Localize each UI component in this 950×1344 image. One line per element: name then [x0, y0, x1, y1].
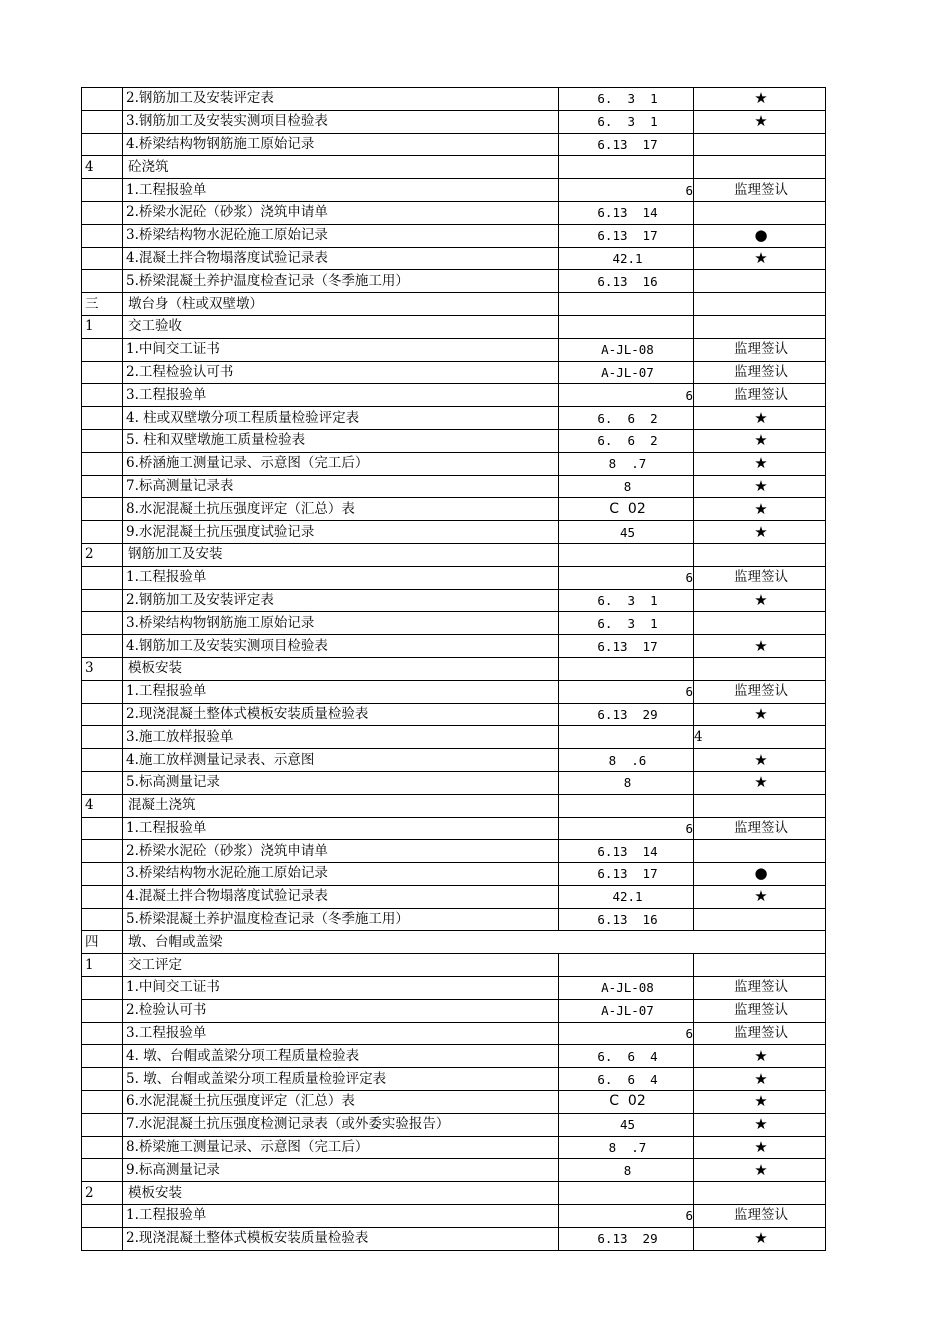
star-mark-icon: ★ — [694, 1091, 826, 1114]
star-mark-icon: ★ — [694, 407, 826, 430]
item-name-cell: 4.混凝土拌合物塌落度试验记录表 — [123, 885, 559, 908]
form-code-cell: 45 — [559, 1113, 694, 1136]
table-row — [82, 270, 826, 293]
table-row — [82, 817, 826, 840]
item-name-cell: 1.中间交工证书 — [123, 977, 559, 1000]
table-row — [82, 498, 826, 521]
remark-cell — [694, 293, 826, 316]
row-number-cell — [82, 566, 123, 589]
item-name-cell: 5.标高测量记录 — [123, 771, 559, 794]
form-code-cell: 6 — [559, 1205, 694, 1228]
star-mark-icon: ★ — [694, 247, 826, 270]
row-number-cell — [82, 521, 123, 544]
form-code-cell: 6 — [559, 384, 694, 407]
form-code-cell: A-JL-07 — [559, 999, 694, 1022]
table-row — [82, 726, 826, 749]
row-number-cell — [82, 270, 123, 293]
form-code-cell: 6.13 17 — [559, 133, 694, 156]
form-code-cell: 6. 6 2 — [559, 429, 694, 452]
remark-cell: 监理签认 — [694, 566, 826, 589]
table-row — [82, 703, 826, 726]
form-code-cell: 6.13 16 — [559, 270, 694, 293]
remark-cell: 监理签认 — [694, 817, 826, 840]
item-name-cell: 2.工程检验认可书 — [123, 361, 559, 384]
table-row — [82, 612, 826, 635]
star-mark-icon: ★ — [694, 475, 826, 498]
row-number-cell — [82, 498, 123, 521]
item-name-cell: 5. 墩、台帽或盖梁分项工程质量检验评定表 — [123, 1068, 559, 1091]
form-code-cell: 6.13 17 — [559, 224, 694, 247]
star-mark-icon: ★ — [694, 88, 826, 111]
table-row — [82, 1068, 826, 1091]
row-number-cell — [82, 1205, 123, 1228]
dot-mark-icon: ● — [694, 863, 826, 886]
item-name-cell: 8.水泥混凝土抗压强度评定（汇总）表 — [123, 498, 559, 521]
row-number-cell: 2 — [82, 543, 123, 566]
item-name-cell: 5. 柱和双壁墩施工质量检验表 — [123, 429, 559, 452]
row-number-cell — [82, 429, 123, 452]
table-row — [82, 179, 826, 202]
star-mark-icon: ★ — [694, 452, 826, 475]
row-number-cell — [82, 247, 123, 270]
remark-cell — [694, 840, 826, 863]
table-row — [82, 521, 826, 544]
item-name-cell: 3.桥梁结构物水泥砼施工原始记录 — [123, 863, 559, 886]
item-name-cell: 2.钢筋加工及安装评定表 — [123, 589, 559, 612]
form-code-cell: C 02 — [559, 498, 694, 521]
form-code-cell: 6. 6 4 — [559, 1068, 694, 1091]
table-row — [82, 429, 826, 452]
remark-cell — [694, 1182, 826, 1205]
form-code-cell: 6.13 14 — [559, 840, 694, 863]
form-code-cell: 6. 3 1 — [559, 110, 694, 133]
row-number-cell — [82, 703, 123, 726]
remark-cell — [694, 133, 826, 156]
item-name-cell: 3.施工放样报验单 — [123, 726, 559, 749]
star-mark-icon: ★ — [694, 635, 826, 658]
form-code-cell: A-JL-08 — [559, 338, 694, 361]
row-number-cell — [82, 726, 123, 749]
table-row — [82, 452, 826, 475]
remark-cell: 监理签认 — [694, 338, 826, 361]
form-code-cell — [559, 794, 694, 817]
row-number-cell — [82, 1045, 123, 1068]
form-code-cell — [559, 156, 694, 179]
form-code-cell: 6. 6 4 — [559, 1045, 694, 1068]
table-row — [82, 908, 826, 931]
item-name-cell: 1.工程报验单 — [123, 179, 559, 202]
form-code-cell: 8 .7 — [559, 1136, 694, 1159]
table-row — [82, 361, 826, 384]
row-number-cell: 1 — [82, 954, 123, 977]
table-row — [82, 224, 826, 247]
row-number-cell — [82, 999, 123, 1022]
table-row — [82, 1136, 826, 1159]
table-row — [82, 589, 826, 612]
star-mark-icon: ★ — [694, 1159, 826, 1182]
row-number-cell — [82, 1227, 123, 1250]
item-name-cell: 1.工程报验单 — [123, 680, 559, 703]
item-name-cell: 9.标高测量记录 — [123, 1159, 559, 1182]
row-number-cell — [82, 1113, 123, 1136]
form-code-cell: 6 — [559, 566, 694, 589]
star-mark-icon: ★ — [694, 521, 826, 544]
remark-cell — [694, 156, 826, 179]
item-name-cell: 4.钢筋加工及安装实测项目检验表 — [123, 635, 559, 658]
table-row — [82, 384, 826, 407]
row-number-cell: 三 — [82, 293, 123, 316]
record-checklist-table — [81, 87, 826, 1251]
item-name-cell: 钢筋加工及安装 — [123, 543, 559, 566]
row-number-cell — [82, 817, 123, 840]
item-name-cell: 交工验收 — [123, 315, 559, 338]
item-name-cell: 2.钢筋加工及安装评定表 — [123, 88, 559, 111]
item-name-cell: 3.钢筋加工及安装实测项目检验表 — [123, 110, 559, 133]
table-row — [82, 338, 826, 361]
table-row — [82, 247, 826, 270]
form-code-cell: 6. 3 1 — [559, 612, 694, 635]
table-row — [82, 88, 826, 111]
remark-cell — [694, 908, 826, 931]
row-number-cell — [82, 771, 123, 794]
remark-cell: 监理签认 — [694, 384, 826, 407]
row-number-cell — [82, 908, 123, 931]
remark-cell — [694, 612, 826, 635]
item-name-cell: 4.混凝土拌合物塌落度试验记录表 — [123, 247, 559, 270]
form-code-cell — [559, 315, 694, 338]
item-name-cell: 2.桥梁水泥砼（砂浆）浇筑申请单 — [123, 840, 559, 863]
form-code-cell — [559, 726, 694, 749]
section-row — [82, 954, 826, 977]
remark-cell: 监理签认 — [694, 361, 826, 384]
item-name-cell: 3.桥梁结构物钢筋施工原始记录 — [123, 612, 559, 635]
remark-cell: 监理签认 — [694, 179, 826, 202]
table-row — [82, 1113, 826, 1136]
item-name-cell: 4. 墩、台帽或盖梁分项工程质量检验表 — [123, 1045, 559, 1068]
item-name-cell: 4.桥梁结构物钢筋施工原始记录 — [123, 133, 559, 156]
remark-cell: 监理签认 — [694, 977, 826, 1000]
star-mark-icon: ★ — [694, 1045, 826, 1068]
form-code-cell: 42.1 — [559, 885, 694, 908]
item-name-cell: 1.工程报验单 — [123, 1205, 559, 1228]
form-code-cell: 6.13 14 — [559, 201, 694, 224]
item-name-cell: 墩台身（柱或双壁墩） — [123, 293, 559, 316]
item-name-cell: 4.施工放样测量记录表、示意图 — [123, 749, 559, 772]
row-number-cell — [82, 407, 123, 430]
row-number-cell — [82, 361, 123, 384]
form-code-cell: 6 — [559, 179, 694, 202]
remark-cell — [694, 270, 826, 293]
table-row — [82, 885, 826, 908]
table-row — [82, 635, 826, 658]
row-number-cell — [82, 635, 123, 658]
row-number-cell — [82, 475, 123, 498]
form-code-cell: 6.13 29 — [559, 703, 694, 726]
row-number-cell — [82, 840, 123, 863]
form-code-cell: 6.13 17 — [559, 635, 694, 658]
item-name-cell: 1.工程报验单 — [123, 566, 559, 589]
section-row — [82, 1182, 826, 1205]
table-row — [82, 1091, 826, 1114]
row-number-cell — [82, 224, 123, 247]
form-code-cell: 6.13 29 — [559, 1227, 694, 1250]
form-code-cell — [559, 293, 694, 316]
item-name-cell: 2.现浇混凝土整体式模板安装质量检验表 — [123, 703, 559, 726]
row-number-cell: 4 — [82, 794, 123, 817]
table-row — [82, 475, 826, 498]
form-code-cell: 6 — [559, 1022, 694, 1045]
table-row — [82, 110, 826, 133]
table-row — [82, 749, 826, 772]
table-row — [82, 1045, 826, 1068]
row-number-cell — [82, 863, 123, 886]
section-row — [82, 794, 826, 817]
row-number-cell — [82, 1091, 123, 1114]
remark-cell: 监理签认 — [694, 1205, 826, 1228]
item-name-cell: 5.桥梁混凝土养护温度检查记录（冬季施工用） — [123, 270, 559, 293]
item-name-cell: 2.桥梁水泥砼（砂浆）浇筑申请单 — [123, 201, 559, 224]
item-name-cell: 7.水泥混凝土抗压强度检测记录表（或外委实验报告） — [123, 1113, 559, 1136]
table-row — [82, 566, 826, 589]
form-code-cell: 45 — [559, 521, 694, 544]
remark-cell — [694, 315, 826, 338]
item-name-cell: 模板安装 — [123, 657, 559, 680]
remark-cell — [694, 657, 826, 680]
item-name-cell: 2.现浇混凝土整体式模板安装质量检验表 — [123, 1227, 559, 1250]
form-code-cell — [559, 1182, 694, 1205]
row-number-cell — [82, 110, 123, 133]
item-name-cell: 3.桥梁结构物水泥砼施工原始记录 — [123, 224, 559, 247]
row-number-cell — [82, 977, 123, 1000]
item-name-cell: 6.桥涵施工测量记录、示意图（完工后） — [123, 452, 559, 475]
form-code-cell: 42.1 — [559, 247, 694, 270]
form-code-cell: 6. 6 2 — [559, 407, 694, 430]
table-row — [82, 680, 826, 703]
row-number-cell — [82, 589, 123, 612]
row-number-cell — [82, 1136, 123, 1159]
star-mark-icon: ★ — [694, 771, 826, 794]
form-code-cell: 6. 3 1 — [559, 589, 694, 612]
item-name-cell: 交工评定 — [123, 954, 559, 977]
star-mark-icon: ★ — [694, 589, 826, 612]
star-mark-icon: ★ — [694, 1068, 826, 1091]
form-code-cell: 8 — [559, 475, 694, 498]
form-code-cell: A-JL-08 — [559, 977, 694, 1000]
form-code-cell: 6.13 17 — [559, 863, 694, 886]
form-code-cell: 6 — [559, 680, 694, 703]
row-number-cell — [82, 452, 123, 475]
form-code-cell: 6.13 16 — [559, 908, 694, 931]
remark-cell — [694, 543, 826, 566]
star-mark-icon: ★ — [694, 110, 826, 133]
table-row — [82, 1205, 826, 1228]
item-name-cell: 1.工程报验单 — [123, 817, 559, 840]
row-number-cell — [82, 201, 123, 224]
remark-cell: 监理签认 — [694, 680, 826, 703]
row-number-cell — [82, 133, 123, 156]
table-row — [82, 407, 826, 430]
row-number-cell — [82, 612, 123, 635]
form-code-cell: 6 — [559, 817, 694, 840]
row-number-cell — [82, 338, 123, 361]
section-row — [82, 293, 826, 316]
dot-mark-icon: ● — [694, 224, 826, 247]
table-row — [82, 1159, 826, 1182]
form-code-cell — [559, 657, 694, 680]
row-number-cell — [82, 1159, 123, 1182]
item-name-cell: 6.水泥混凝土抗压强度评定（汇总）表 — [123, 1091, 559, 1114]
item-name-cell: 3.工程报验单 — [123, 1022, 559, 1045]
star-mark-icon: ★ — [694, 885, 826, 908]
form-code-cell — [559, 954, 694, 977]
row-number-cell — [82, 749, 123, 772]
row-number-cell — [82, 1068, 123, 1091]
item-name-cell: 模板安装 — [123, 1182, 559, 1205]
item-name-cell: 4. 柱或双壁墩分项工程质量检验评定表 — [123, 407, 559, 430]
row-number-cell — [82, 885, 123, 908]
star-mark-icon: ★ — [694, 1227, 826, 1250]
item-name-cell: 8.桥梁施工测量记录、示意图（完工后） — [123, 1136, 559, 1159]
item-name-cell: 2.检验认可书 — [123, 999, 559, 1022]
table-row — [82, 133, 826, 156]
section-row — [82, 657, 826, 680]
remark-cell — [694, 794, 826, 817]
star-mark-icon: ★ — [694, 498, 826, 521]
form-code-cell: A-JL-07 — [559, 361, 694, 384]
table-row — [82, 771, 826, 794]
row-number-cell: 1 — [82, 315, 123, 338]
item-name-cell: 1.中间交工证书 — [123, 338, 559, 361]
item-name-cell: 7.标高测量记录表 — [123, 475, 559, 498]
item-name-cell: 砼浇筑 — [123, 156, 559, 179]
star-mark-icon: ★ — [694, 1113, 826, 1136]
form-code-cell: C 02 — [559, 1091, 694, 1114]
table-row — [82, 999, 826, 1022]
remark-cell: 监理签认 — [694, 1022, 826, 1045]
item-name-cell: 3.工程报验单 — [123, 384, 559, 407]
row-number-cell: 2 — [82, 1182, 123, 1205]
form-code-cell: 8 — [559, 1159, 694, 1182]
remark-cell: 4 — [694, 726, 826, 749]
table-row — [82, 1227, 826, 1250]
star-mark-icon: ★ — [694, 703, 826, 726]
remark-cell — [694, 201, 826, 224]
table-row — [82, 840, 826, 863]
row-number-cell: 3 — [82, 657, 123, 680]
row-number-cell — [82, 179, 123, 202]
form-code-cell: 8 — [559, 771, 694, 794]
form-code-cell — [559, 543, 694, 566]
row-number-cell: 四 — [82, 931, 123, 954]
table-row — [82, 201, 826, 224]
form-code-cell: 6. 3 1 — [559, 88, 694, 111]
remark-cell: 监理签认 — [694, 999, 826, 1022]
item-name-cell: 5.桥梁混凝土养护温度检查记录（冬季施工用） — [123, 908, 559, 931]
form-code-cell: 8 .7 — [559, 452, 694, 475]
row-number-cell — [82, 384, 123, 407]
row-number-cell — [82, 1022, 123, 1045]
table-row — [82, 1022, 826, 1045]
star-mark-icon: ★ — [694, 429, 826, 452]
section-row — [82, 156, 826, 179]
form-code-cell: 8 .6 — [559, 749, 694, 772]
table-row — [82, 977, 826, 1000]
section-row — [82, 543, 826, 566]
star-mark-icon: ★ — [694, 749, 826, 772]
item-name-cell: 9.水泥混凝土抗压强度试验记录 — [123, 521, 559, 544]
section-row — [82, 315, 826, 338]
remark-cell — [694, 954, 826, 977]
item-name-cell: 墩、台帽或盖梁 — [123, 931, 826, 954]
item-name-cell: 混凝土浇筑 — [123, 794, 559, 817]
table-row — [82, 863, 826, 886]
star-mark-icon: ★ — [694, 1136, 826, 1159]
table-body — [82, 88, 826, 1251]
row-number-cell — [82, 680, 123, 703]
section-row — [82, 931, 826, 954]
row-number-cell: 4 — [82, 156, 123, 179]
row-number-cell — [82, 88, 123, 111]
